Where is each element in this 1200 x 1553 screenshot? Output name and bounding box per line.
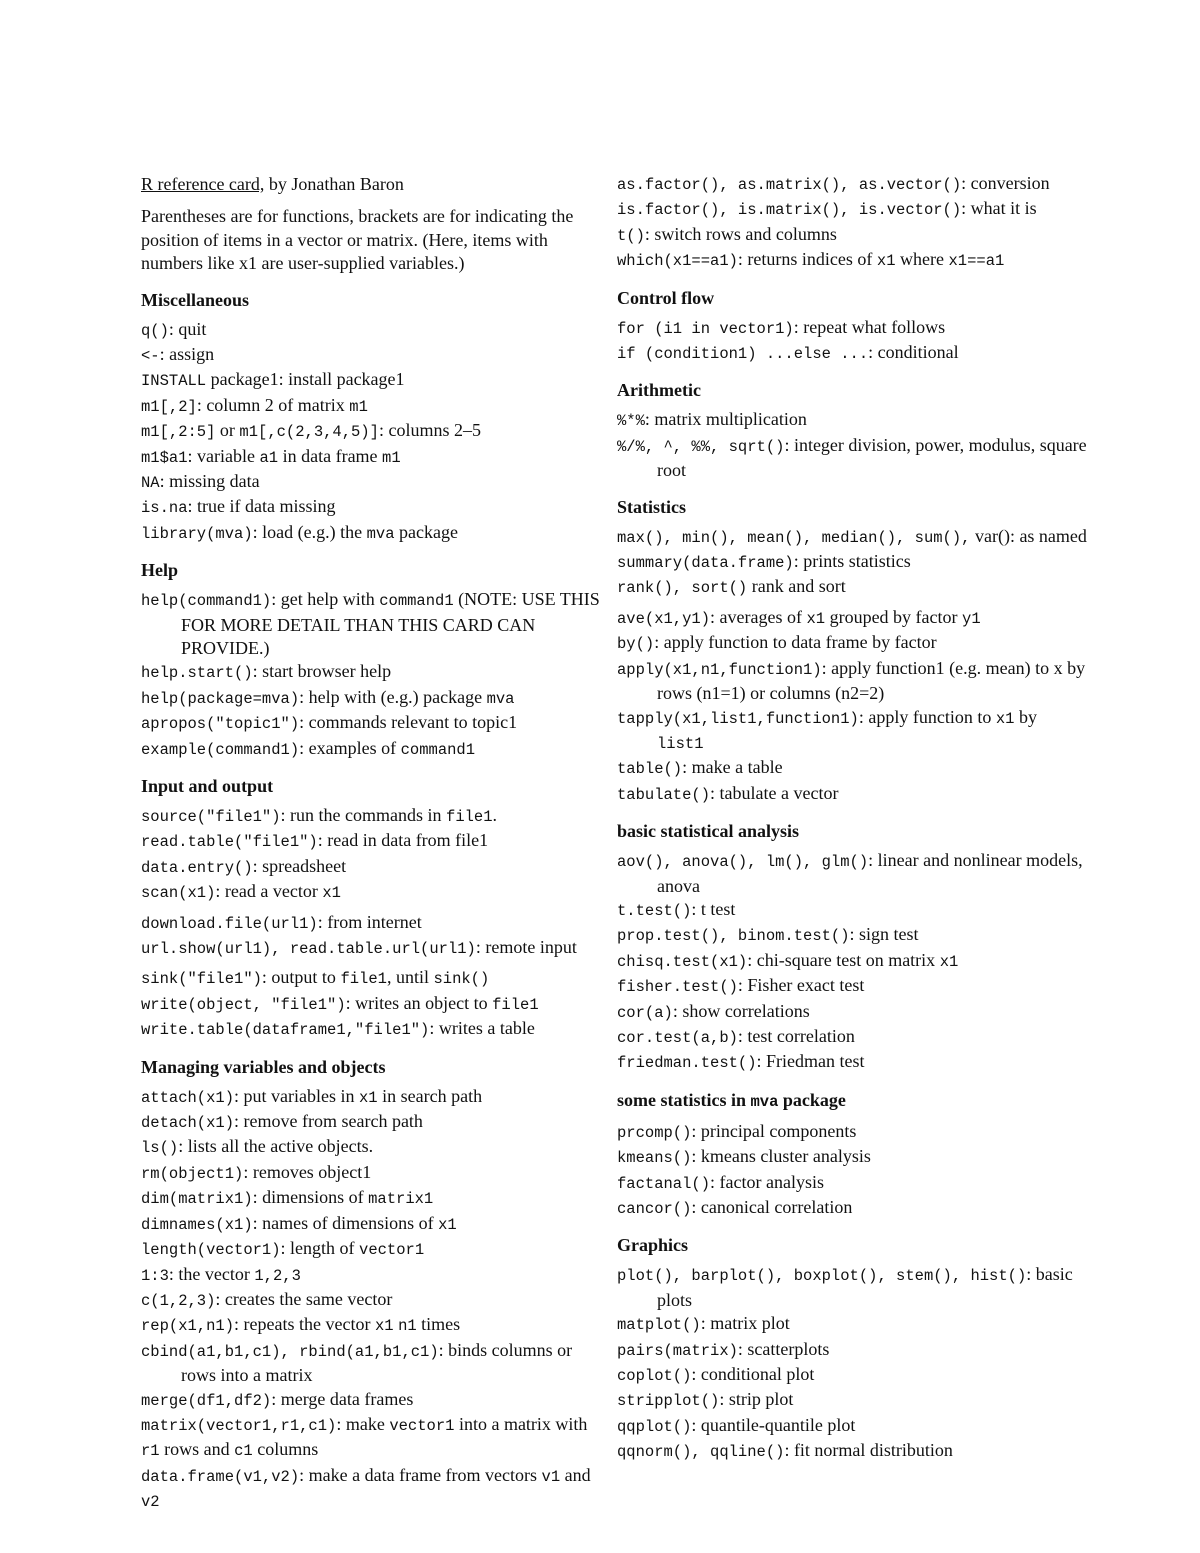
entry-code: summary(data.frame) [617,554,794,573]
entry [141,936,601,961]
entry [141,318,601,343]
entry [141,495,601,520]
entry [617,408,1087,433]
entry-code: rep(x1,n1) [141,1317,235,1336]
entry-text: : assign [159,343,215,364]
entry-code: write(object, "file1") [141,995,346,1014]
entry-text: in search path [377,1085,483,1106]
heading-text: some statistics in [617,1089,751,1110]
section-managing-variables [141,1055,601,1515]
entry-code: x1 [359,1088,378,1107]
entry-code: table() [617,760,683,779]
entry-code: detach(x1) [141,1114,235,1133]
entry [617,631,1087,656]
entry-code: tabulate() [617,785,711,804]
entry [617,223,1087,248]
entry-code: INSTALL [141,372,207,391]
entry-text: : tabulate a vector [710,782,839,803]
entry-code: help(package=mva) [141,689,300,708]
section-basic-analysis [617,819,1087,1076]
entry-text: : integer division, power, modulus, square root [657,434,1087,481]
entry [141,588,601,660]
entry-text: : conditional plot [691,1364,815,1385]
entry [617,1363,1087,1388]
entry [617,525,1087,550]
entry [617,1171,1087,1196]
entry [617,782,1087,807]
entry-code: r1 [141,1442,160,1461]
entry-text: : show correlations [672,1000,810,1021]
entry-code: vector1 [389,1416,455,1435]
entry-code: file1 [492,995,539,1014]
section-help [141,558,601,762]
entry [617,606,1087,631]
entry-text: rows and [159,1439,235,1460]
entry-code: attach(x1) [141,1088,235,1107]
entry-code: plot(), barplot(), boxplot(), stem(), hist() [617,1267,1027,1286]
entry-text: : names of dimensions of [252,1212,439,1233]
entry-code: x1==a1 [948,252,1005,271]
entry-code: m1$a1 [141,448,188,467]
entry-code: for (i1 in vector1) [617,319,794,338]
entry [617,923,1087,948]
entry [141,686,601,711]
entry-text: : merge data frames [271,1388,414,1409]
entry-code: mva [486,689,515,708]
entry [141,1388,601,1413]
entry-text: : writes a table [429,1018,535,1039]
entry-code: q() [141,321,169,340]
card-title [141,172,601,196]
entry-code: qqnorm(), qqline() [617,1443,785,1462]
entry-code: by() [617,635,655,654]
entry-text: package1: install package1 [206,369,405,390]
entry-text: or [215,420,240,441]
entry-code: x1 [876,252,896,271]
entry-text: grouped by factor [825,606,963,627]
entry-code: 1:3 [141,1266,169,1285]
entry-text: : examples of [299,737,401,758]
entry [617,248,1087,273]
entry [141,394,601,419]
entry-code: vector1 [359,1241,425,1260]
entry [617,1025,1087,1050]
entry-code: stripplot() [617,1392,720,1411]
entry-text: : fit normal distribution [784,1440,953,1461]
heading-text: package [778,1089,846,1110]
section-conversion [617,172,1087,274]
left-column [141,172,601,1527]
entry-text: : returns indices of [737,249,877,270]
entry-text: rank and sort [747,576,846,597]
section-control-flow [617,286,1087,367]
entry-text: : Friedman test [756,1051,865,1072]
entry-code: pairs(matrix) [617,1341,738,1360]
entry-text: : principal components [691,1120,857,1141]
entry [617,172,1087,197]
entry [617,974,1087,999]
entry-code: write.table(dataframe1,"file1") [141,1021,430,1040]
entry-text: : repeats the vector [234,1314,375,1335]
entry [141,711,601,736]
entry-code: y1 [962,609,981,628]
entry-code: factanal() [617,1174,711,1193]
entry-code: data.entry() [141,858,253,877]
entry-text: : basic plots [657,1264,1073,1310]
entry [141,419,601,444]
entry-text: : make a table [682,757,783,778]
entry-text: where [895,249,949,270]
entry-text: : columns 2–5 [378,420,481,441]
entry-text: : matrix plot [700,1313,790,1334]
entry [141,1263,601,1288]
entry-code: prcomp() [617,1123,692,1142]
entry-code: dim(matrix1) [141,1190,253,1209]
entry-code: ave(x1,y1) [617,609,711,628]
entry-code: v1 [541,1467,561,1486]
entry-text: : prints statistics [793,551,911,572]
entry-code: scan(x1) [141,884,216,903]
entry-text: in data frame [278,445,383,466]
entry [617,1120,1087,1145]
entry-text: : factor analysis [710,1171,824,1192]
entry-code: v2 [141,1493,160,1512]
entry-text: : column 2 of matrix [196,394,350,415]
entry-code: x1 [438,1215,457,1234]
entry-text: : removes object1 [243,1161,372,1182]
entry-text: : quit [168,318,207,339]
entry-code: merge(df1,df2) [141,1391,272,1410]
intro-paragraph: Parentheses are for functions, brackets are for indicating the position of items in a vector or matrix. (Here, items with numbers like x1 are user-supplied variables.) [141,206,574,273]
entry-text: into a matrix with [454,1413,588,1434]
entry-code: c(1,2,3) [141,1291,216,1310]
entry-text: : lists all the active objects. [178,1136,374,1157]
entry-code: which(x1==a1) [617,252,738,271]
entry-text: : variable [187,445,260,466]
entry [141,1413,601,1464]
entry [617,1000,1087,1025]
entry [141,521,601,546]
entry-code: dimnames(x1) [141,1215,253,1234]
right-column [617,172,1087,1477]
entry [617,706,1087,757]
entry [617,1338,1087,1363]
entry-text: : matrix multiplication [644,409,807,430]
entry-code: cancor() [617,1200,692,1218]
entry [141,966,601,991]
entry-code: apropos("topic1") [141,715,300,734]
entry [141,445,601,470]
entry [141,737,601,762]
entry-code: sink("file1") [141,970,262,989]
entry-code: cbind(a1,b1,c1), rbind(a1,b1,c1) [141,1342,439,1361]
section-heading: basic statistical analysis [617,821,800,842]
entry-text: : apply function to data frame by factor [654,632,937,653]
entry-code: apply(x1,n1,function1) [617,660,822,679]
entry-text: (NOTE: USE THIS FOR MORE DETAIL THAN THIS CARD CAN PROVIDE.) [181,589,600,658]
entry-text: : linear and nonlinear models, anova [657,850,1083,896]
entry-text: : the vector [168,1263,255,1284]
entry [141,911,601,936]
entry [141,1212,601,1237]
entry [617,756,1087,781]
entry-text: : sign test [849,924,919,945]
entry-code: %*% [617,412,645,431]
entry-code: m1[,c(2,3,4,5)] [239,423,379,442]
section-heading: Arithmetic [617,380,701,401]
entry [617,1145,1087,1170]
entry-text: : from internet [317,911,422,932]
section-heading: Graphics [617,1235,689,1256]
entry-code: m1 [349,397,368,416]
entry-text: columns [252,1439,319,1460]
entry [617,1414,1087,1439]
entry-code: <- [141,346,160,365]
entry-text: : output to [261,967,341,988]
entry-code: data.frame(v1,v2) [141,1467,300,1486]
entry [141,1464,601,1515]
entry-code: coplot() [617,1367,692,1386]
entry-code: ls() [141,1139,179,1158]
entry-text: , until [386,967,434,988]
entry-code: file1 [340,970,387,989]
entry-text: : conditional [868,342,959,363]
entry-text: : apply function1 (e.g. mean) to x by rows (n1=1) or columns (n2=2) [657,657,1086,704]
entry-code: command1 [400,740,476,759]
entry-text: : binds columns or rows into a matrix [181,1339,573,1386]
entry-text: var(): as named [970,525,1087,546]
entry-code: c1 [234,1442,253,1461]
entry-code: help.start() [141,664,253,683]
entry-code: read.table("file1") [141,833,318,852]
entry-code: if (condition1) ...else ... [617,345,869,364]
entry-text: : apply function to [858,706,996,727]
section-heading: Statistics [617,496,686,517]
entry-code: %/%, ^, %%, sqrt() [617,437,785,456]
section-statistics [617,495,1087,807]
entry-text: : conversion [961,173,1050,193]
entry-code: library(mva) [141,524,253,543]
entry-code: m1[,2] [141,397,197,416]
entry-code: 1,2,3 [254,1266,301,1285]
entry-code: matplot() [617,1316,701,1335]
entry-text: : remove from search path [234,1111,423,1132]
entry-text: by [1014,706,1037,727]
entry [617,1439,1087,1464]
entry-text: : load (e.g.) the [252,521,367,542]
entry-code: m1[,2:5] [141,423,216,442]
entry-text: : kmeans cluster analysis [691,1146,871,1167]
entry [617,657,1087,706]
entry [617,949,1087,974]
entry-code: sink() [433,970,490,989]
entry-text: : dimensions of [252,1187,369,1208]
entry [141,1237,601,1262]
entry-code: m1 [382,448,401,467]
card-title-main: R reference card, [141,174,265,194]
entry [141,1017,601,1042]
entry [141,1085,601,1110]
entry-text: : creates the same vector [215,1288,393,1309]
entry-text: : chi-square test on matrix [747,949,940,970]
entry-code: kmeans() [617,1149,692,1168]
section-heading: Managing variables and objects [141,1056,386,1077]
entry-code: tapply(x1,list1,function1) [617,709,859,728]
entry-text: package [394,521,458,542]
entry [617,341,1087,366]
section-heading [617,1088,1087,1114]
entry-code: chisq.test(x1) [617,952,748,971]
entry [141,829,601,854]
entry-code: mva [366,524,395,543]
section-mva-statistics [617,1088,1087,1222]
section-miscellaneous [141,288,601,547]
entry-code: matrix(vector1,r1,c1) [141,1416,337,1435]
heading-code: mva [750,1092,779,1111]
entry-code: t() [617,226,645,245]
entry-code: fisher.test() [617,978,738,997]
entry [617,575,1087,600]
entry-text: : what it is [961,198,1037,219]
entry-text: : remote input [475,937,577,958]
entry-text: : make a data frame from vectors [299,1464,542,1485]
entry-code: url.show(url1), read.table.url(url1) [141,940,476,959]
entry [141,1339,601,1388]
entry-code: a1 [259,448,279,467]
entry-code: x1 [806,609,826,628]
entry [617,1050,1087,1075]
entry-text: times [416,1314,461,1335]
entry-text: : quantile-quantile plot [691,1414,856,1435]
entry-text: : missing data [159,470,260,491]
entry-text: : averages of [710,606,807,627]
entry-code: source("file1") [141,808,281,826]
entry-text: : read in data from file1 [317,830,489,851]
entry-text: : get help with [271,589,380,610]
entry [617,849,1087,898]
entry-text: : spreadsheet [252,855,347,876]
entry-text: : start browser help [252,661,392,682]
section-input-output [141,774,601,1043]
entry [617,1263,1087,1312]
entry-code: rm(object1) [141,1164,244,1183]
entry [617,316,1087,341]
entry-code: is.na [141,499,188,518]
entry [141,1186,601,1211]
entry-text: . [492,805,498,825]
entry [617,197,1087,222]
entry-text: : switch rows and columns [644,223,837,244]
entry-text: : commands relevant to topic1 [299,712,518,733]
entry-text: : true if data missing [187,496,336,517]
entry-code: matrix1 [368,1190,434,1209]
entry [141,470,601,495]
entry [617,1196,1087,1221]
entry-code: x1 [995,709,1015,728]
entry-text: : t test [691,898,736,919]
card-title-byline: by Jonathan Baron [264,174,404,194]
entry [141,855,601,880]
entry-code: file1 [446,808,493,826]
entry [141,343,601,368]
entry [141,368,601,393]
entry [141,1110,601,1135]
entry [141,1135,601,1160]
entry-text: : help with (e.g.) package [299,686,487,707]
entry [141,1161,601,1186]
entry-text: and [560,1464,591,1485]
entry [617,898,1087,923]
entry-text: : test correlation [737,1025,855,1046]
entry [141,1313,601,1338]
entry-code: as.factor(), as.matrix(), as.vector() [617,176,962,194]
entry-code: download.file(url1) [141,914,318,933]
section-heading: Input and output [141,776,274,796]
entry [141,992,601,1017]
entry-text: : strip plot [719,1389,794,1410]
entry [141,804,601,829]
entry-code: length(vector1) [141,1241,281,1260]
entry-code: is.factor(), is.matrix(), is.vector() [617,201,962,220]
entry-code: command1 [379,592,454,611]
entry [141,660,601,685]
entry-code: aov(), anova(), lm(), glm() [617,853,869,872]
entry-code: qqplot() [617,1417,692,1436]
entry [617,1312,1087,1337]
section-graphics [617,1233,1087,1464]
entry [617,1388,1087,1413]
entry [141,1288,601,1313]
entry [141,880,601,905]
section-heading: Help [141,560,179,581]
entry [617,434,1087,483]
entry-code: friedman.test() [617,1054,757,1073]
entry-code: x1 [939,952,959,971]
entry-code: t.test() [617,901,692,920]
entry-code: cor.test(a,b) [617,1028,738,1047]
entry-text: : length of [280,1238,360,1259]
section-heading: Control flow [617,287,715,308]
entry-text: : canonical correlation [691,1197,853,1217]
entry-code: rank(), sort() [617,579,748,598]
entry-code: NA [141,473,160,492]
entry-text: : run the commands in [280,805,447,825]
entry-text: : Fisher exact test [737,975,865,996]
entry-text: : read a vector [215,881,323,902]
entry-text: : scatterplots [737,1338,830,1359]
entry-code: x1 [374,1317,394,1336]
section-heading: Miscellaneous [141,289,249,310]
entry-code: n1 [398,1317,417,1336]
entry-code: max(), min(), mean(), median(), sum(), [617,528,971,547]
entry-code: x1 [322,884,341,903]
entry-code: cor(a) [617,1003,673,1022]
entry-code: list1 [657,734,704,753]
entry-code: help(command1) [141,592,272,611]
entry-text: : put variables in [234,1085,359,1106]
entry-text: : writes an object to [345,992,493,1013]
entry [617,550,1087,575]
entry-code: prop.test(), binom.test() [617,927,850,946]
section-arithmetic [617,378,1087,482]
entry-code: example(command1) [141,740,300,759]
entry-text: : make [336,1413,390,1434]
entry-text: : repeat what follows [793,316,946,337]
